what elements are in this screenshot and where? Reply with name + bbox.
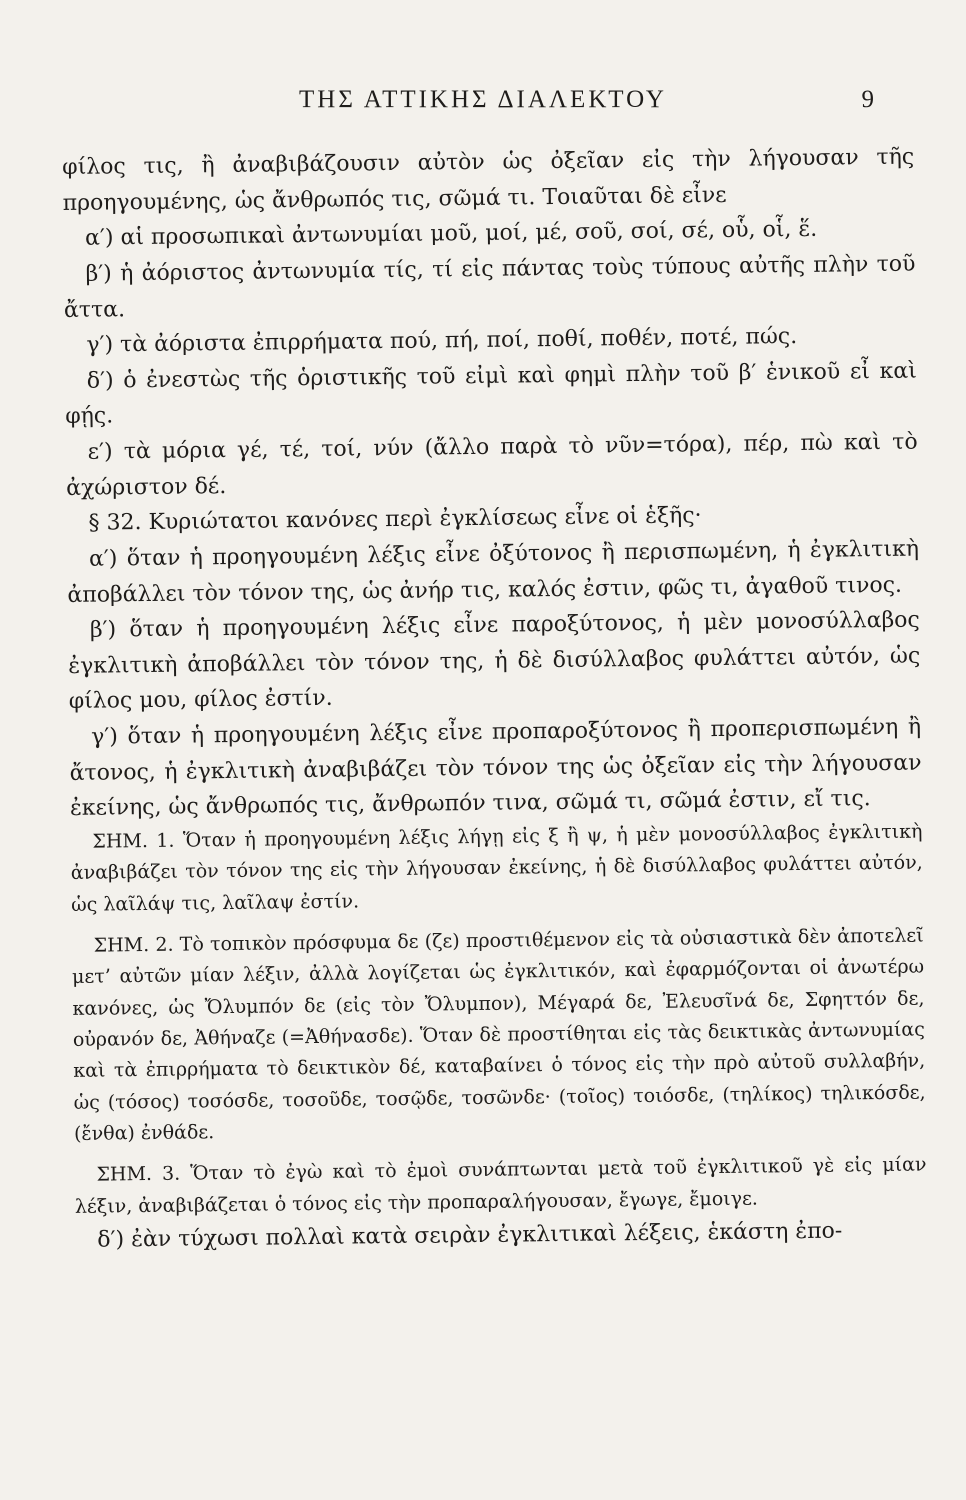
list-item-epsilon: ε′) τὰ μόρια γέ, τέ, τοί, νύν (ἄλλο παρὰ τὸ νῦν=τόρα), πέρ, πὼ καὶ τὸ ἀχώριστον δέ.: [65, 429, 918, 501]
list-item-alpha: α′) αἱ προσωπικαὶ ἀντωνυμίαι μοῦ, μοί, μέ, σοῦ, σοί, σέ, οὗ, οἷ, ἕ.: [84, 217, 818, 251]
section-heading-32: § 32. Κυριώτατοι κανόνες περὶ ἐγκλίσεως εἶνε οἱ ἑξῆς·: [88, 503, 702, 536]
rule-gamma: γ′) ὅταν ἡ προηγουμένη λέξις εἶνε προπαροξύτονος ἢ προπερισπωμένη ἢ ἄτονος, ἡ ἐγκλιτικὴ ἀναβιβάζει τὸν τόνον της ὡς ὀξεῖαν εἰς τὴν λήγουσαν ἐκείνης, ὡς ἄνθρωπός τις, ἄνθρωπόν τινα, σῶμά τι, σῶμά ἐστιν, εἴ τις.: [69, 714, 922, 822]
note-1: ΣΗΜ. 1. Ὅταν ἡ προηγουμένη λέξις λήγῃ εἰς ξ ἢ ψ, ἡ μὲν μονοσύλλαβος ἐγκλιτικὴ ἀναβιβάζει τὸν τόνον της εἰς τὴν λήγουσαν ἐκείνης, ἡ δὲ δισύλλαβος φυλάττει αὐτόν, ὡς λαῖλάψ τις, λαῖλαψ ἐστίν.: [70, 820, 923, 916]
rule-beta: β′) ὅταν ἡ προηγουμένη λέξις εἶνε παροξύτονος, ἡ μὲν μονοσύλλαβος ἐγκλιτικὴ ἀποβάλλει τὸν τόνον της, ἡ δὲ δισύλλαβος φυλάττει αὐτόν, ὡς φίλος μου, φίλος ἐστίν.: [68, 607, 921, 715]
rule-alpha: α′) ὅταν ἡ προηγουμένη λέξις εἶνε ὀξύτονος ἢ περισπωμένη, ἡ ἐγκλιτικὴ ἀποβάλλει τὸν τόνον της, ὡς ἀνήρ τις, καλός ἐστιν, φῶς τι, ἀγαθοῦ τινος.: [67, 536, 920, 608]
note-2: ΣΗΜ. 2. Τὸ τοπικὸν πρόσφυμα δε (ζε) προστιθέμενον εἰς τὰ οὐσιαστικὰ δὲν ἀποτελεῖ μετ’ αὐτῶν μίαν λέξιν, ἀλλὰ λογίζεται ὡς ἐγκλιτικόν, καὶ ἐφαρμόζονται οἱ ἀνωτέρω κανόνες, ὡς Ὄλυμπόν δε (εἰς τὸν Ὄλυμπον), Μέγαρά δε, Ἐλευσῖνά δε, Σφηττόν δε, οὐρανόν δε, Ἀθήναζε (=Ἀθήνασδε). Ὅταν δὲ προστίθηται εἰς τὰς δεικτικὰς ἀντωνυμίας καὶ τὰ ἐπιρρήματα τὸ δεικτικὸν δέ, καταβαίνει ὁ τόνος εἰς τὴν πρὸ αὐτοῦ συλλαβήν, ὡς (τόσος) τοσόσδε, τοσοῦδε, τοσῷδε, τοσῶνδε· (τοῖος) τοιόσδε, (τηλίκος) τηλικόσδε, (ἔνθα) ἐνθάδε.: [71, 924, 926, 1145]
list-item-gamma: γ′) τὰ ἀόριστα ἐπιρρήματα πού, πή, ποί, ποθί, ποθέν, ποτέ, πώς.: [86, 324, 798, 358]
list-item-beta: β′) ἡ ἀόριστος ἀντωνυμία τίς, τί εἰς πάντας τοὺς τύπους αὐτῆς πλὴν τοῦ ἄττα.: [63, 251, 916, 323]
rule-delta: δ′) ἐὰν τύχωσι πολλαὶ κατὰ σειρὰν ἐγκλιτικαὶ λέξεις, ἑκάστη ἐπο-: [97, 1218, 843, 1253]
page-number: 9: [861, 86, 874, 113]
page-body: [62, 140, 927, 1259]
page-header: [0, 86, 966, 126]
note-3: ΣΗΜ. 3. Ὅταν τὸ ἐγὼ καὶ τὸ ἐμοὶ συνάπτωνται μετὰ τοῦ ἐγκλιτικοῦ γὲ εἰς μίαν λέξιν, ἀναβιβάζεται ὁ τόνος εἰς τὴν προπαραλήγουσαν, ἔγωγε, ἔμοιγε.: [74, 1153, 927, 1218]
paragraph-continuation: φίλος τις, ἢ ἀναβιβάζουσιν αὐτὸν ὡς ὀξεῖαν εἰς τὴν λήγουσαν τῆς προηγουμένης, ὡς ἄνθρωπός τις, σῶμά τι. Τοιαῦται δὲ εἶνε: [62, 144, 915, 216]
list-item-delta: δ′) ὁ ἐνεστὼς τῆς ὁριστικῆς τοῦ εἰμὶ καὶ φημὶ πλὴν τοῦ β′ ἑνικοῦ εἶ καὶ φῄς.: [65, 358, 917, 430]
running-title: ΤΗΣ ΑΤΤΙΚΗΣ ΔΙΑΛΕΚΤΟΥ: [299, 86, 667, 113]
